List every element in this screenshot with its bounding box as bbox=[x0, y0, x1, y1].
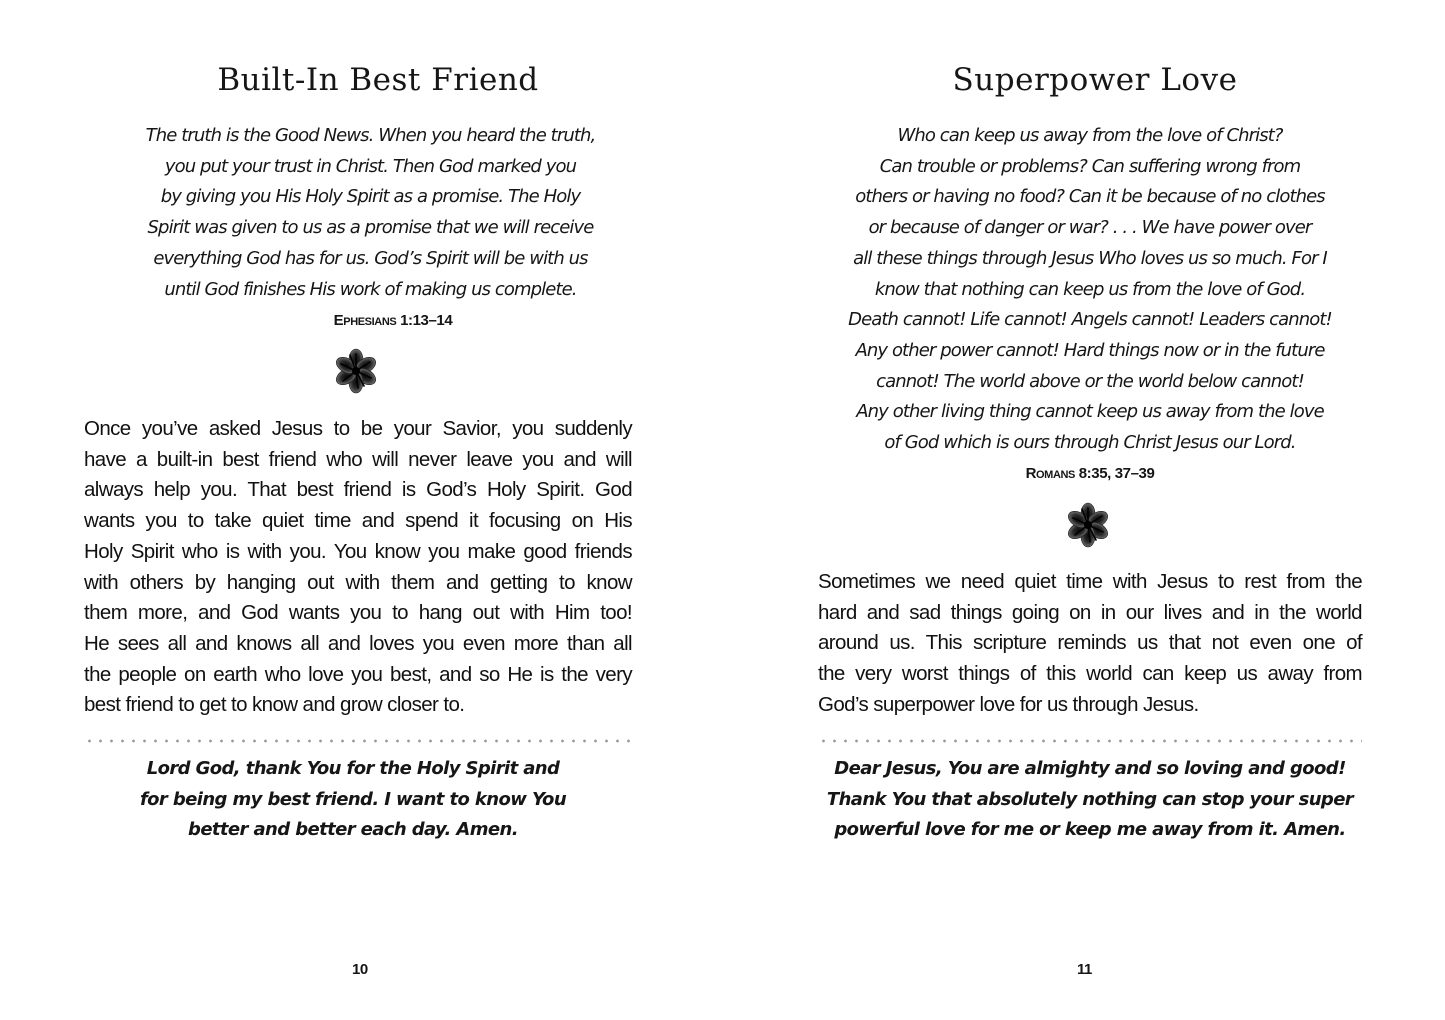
body-line: the very worst things of this world can keep us away from bbox=[818, 662, 1362, 686]
prayer-line: Lord God, thank You for the Holy Spirit and bbox=[146, 758, 560, 779]
scripture-line: know that nothing can keep us from the love of God. bbox=[874, 278, 1306, 300]
dotted-divider bbox=[818, 739, 1362, 743]
body-line: with others by hanging out with them and getting to know bbox=[84, 570, 632, 594]
page-title: Superpower Love bbox=[952, 62, 1238, 98]
dotted-divider bbox=[84, 739, 632, 743]
prayer bbox=[818, 754, 1362, 846]
prayer bbox=[94, 754, 612, 846]
prayer-line: Thank You that absolutely nothing can stop your super bbox=[826, 788, 1354, 810]
scripture-line: until God finishes His work of making us complete. bbox=[164, 278, 577, 300]
scripture-line: Spirit was given to us as a promise that we will receive bbox=[147, 217, 594, 239]
scripture-line: Who can keep us away from the love of Christ? bbox=[897, 125, 1283, 146]
scripture-line: others or having no food? Can it be because of no clothes bbox=[855, 186, 1325, 208]
body-line: Holy Spirit who is with you. You know you make good friends bbox=[84, 539, 632, 563]
scripture-line: everything God has for us. God’s Spirit will be with us bbox=[153, 247, 588, 269]
scripture-quote bbox=[818, 121, 1362, 459]
body-line: He sees all and knows all and loves you even more than all bbox=[84, 631, 632, 655]
scripture-line: Any other power cannot! Hard things now or in the future bbox=[855, 339, 1325, 361]
scripture-reference: Ephesians 1:13–14 bbox=[333, 312, 453, 329]
body-line: God’s superpower love for us through Jesus. bbox=[818, 692, 1199, 716]
body-line: around us. This scripture reminds us that not even one of bbox=[818, 631, 1362, 655]
body-line: best friend to get to know and grow closer to. bbox=[84, 693, 465, 717]
page-title: Built-In Best Friend bbox=[217, 62, 539, 98]
right-page bbox=[818, 0, 1362, 1020]
scripture-line: all these things through Jesus Who loves us so much. For I bbox=[853, 247, 1327, 269]
page-number: 11 bbox=[1077, 961, 1092, 978]
page-number: 10 bbox=[352, 961, 368, 978]
prayer-line: better and better each day. Amen. bbox=[188, 819, 518, 841]
devotional-body bbox=[818, 567, 1362, 721]
body-line: the people on earth who love you best, and so He is the very bbox=[84, 662, 632, 686]
scripture-line: The truth is the Good News. When you heard the truth, bbox=[145, 125, 596, 146]
body-line: hard and sad things going on in our lives and in the world bbox=[818, 600, 1362, 624]
prayer-line: for being my best friend. I want to know You bbox=[139, 788, 567, 810]
body-line: have a built-in best friend who will never leave you and will bbox=[84, 447, 632, 471]
body-line: Sometimes we need quiet time with Jesus to rest from the bbox=[818, 570, 1362, 593]
scripture-line: Can trouble or problems? Can suffering wrong from bbox=[879, 155, 1301, 177]
scripture-line: Death cannot! Life cannot! Angels cannot! Leaders cannot! bbox=[848, 309, 1332, 331]
scripture-line: cannot! The world above or the world below cannot! bbox=[876, 370, 1304, 392]
left-page bbox=[84, 0, 632, 1020]
prayer-line: powerful love for me or keep me away from it. Amen. bbox=[834, 819, 1346, 841]
flower-icon bbox=[331, 346, 381, 396]
body-line: always help you. That best friend is God’s Holy Spirit. God bbox=[84, 478, 632, 502]
body-line: wants you to take quiet time and spend it focusing on His bbox=[84, 509, 632, 533]
body-line: them more, and God wants you to hang out with Him too! bbox=[84, 601, 632, 625]
flower-icon bbox=[1063, 500, 1113, 550]
scripture-line: you put your trust in Christ. Then God marked you bbox=[164, 155, 577, 177]
scripture-line: or because of danger or war? . . . We have power over bbox=[868, 217, 1312, 239]
scripture-reference: Romans 8:35, 37–39 bbox=[1025, 465, 1155, 482]
body-line: Once you’ve asked Jesus to be your Savior, you suddenly bbox=[84, 417, 632, 440]
scripture-line: by giving you His Holy Spirit as a promise. The Holy bbox=[160, 186, 581, 208]
devotional-body bbox=[84, 414, 632, 721]
scripture-line: Any other living thing cannot keep us away from the love bbox=[856, 401, 1324, 423]
scripture-line: of God which is ours through Christ Jesus our Lord. bbox=[884, 432, 1296, 454]
scripture-quote bbox=[104, 121, 637, 305]
prayer-line: Dear Jesus, You are almighty and so loving and good! bbox=[834, 758, 1346, 779]
